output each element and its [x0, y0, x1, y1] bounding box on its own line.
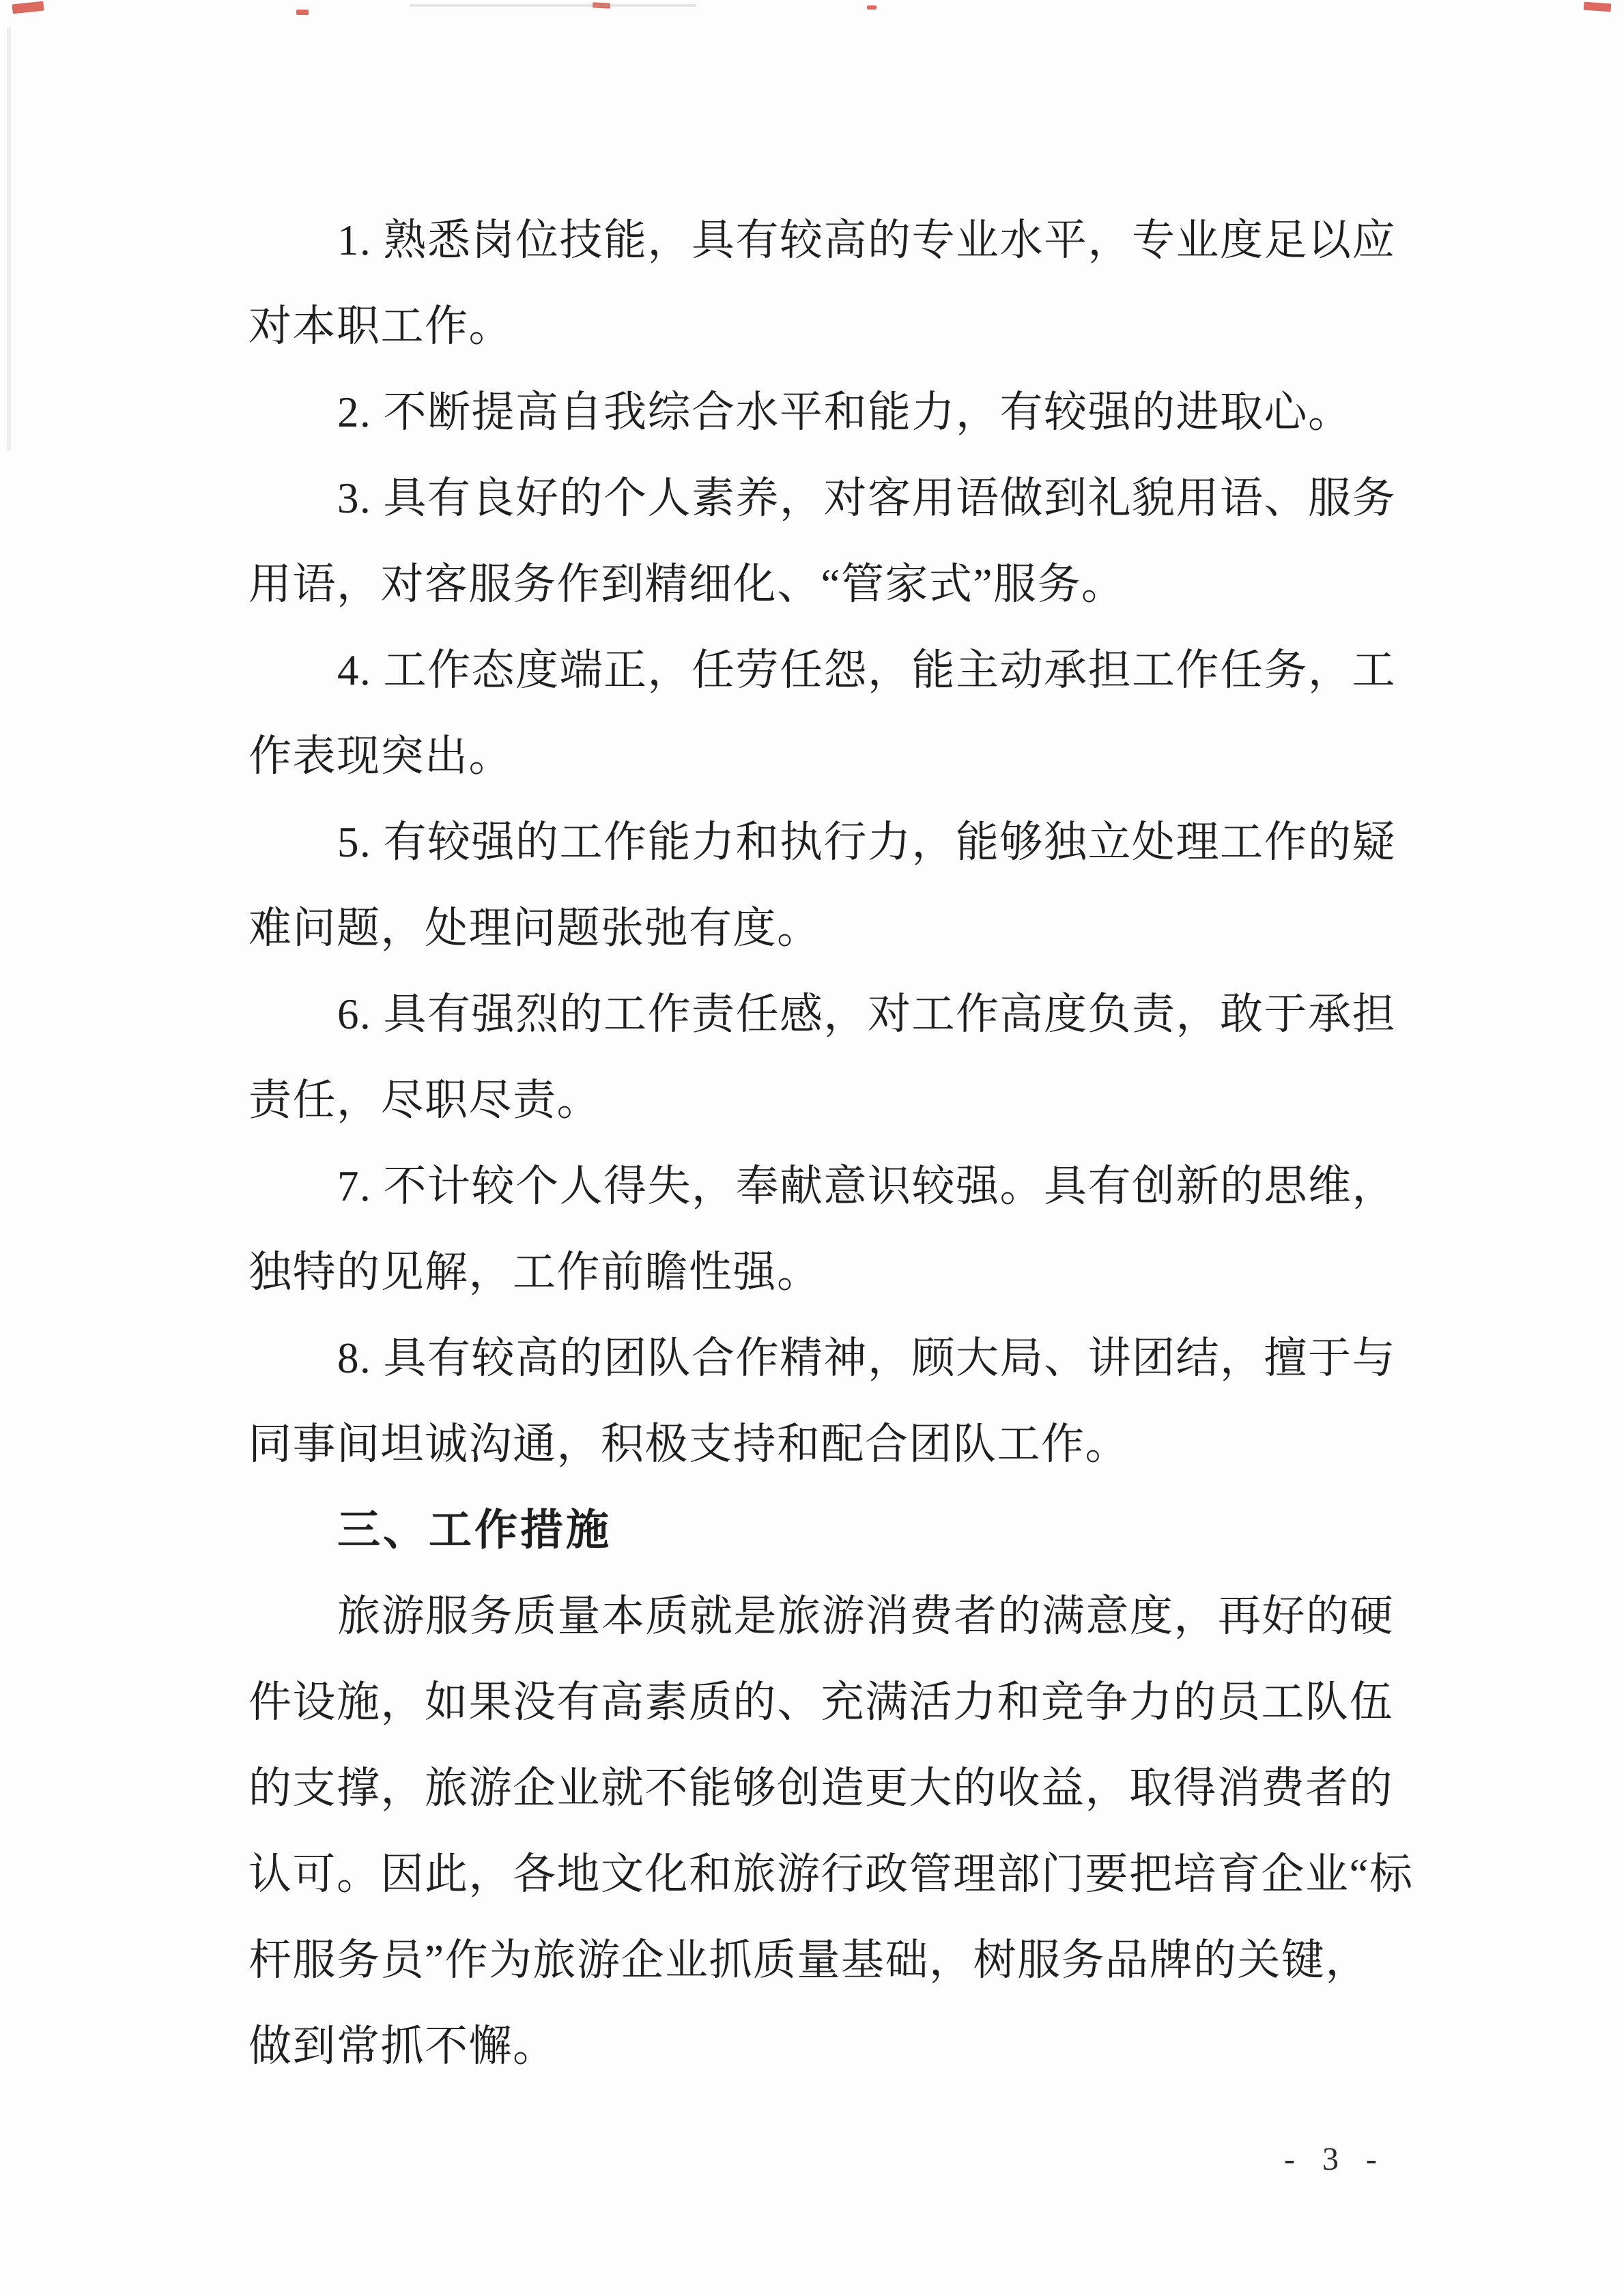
- text-line: 难问题，处理问题张弛有度。: [248, 904, 821, 952]
- text-line: 同事间坦诚沟通，积极支持和配合团队工作。: [248, 1420, 1129, 1468]
- text-line: 6. 具有强烈的工作责任感，对工作高度负责，敢于承担: [337, 990, 1396, 1038]
- text-line: 作表现突出。: [248, 732, 513, 780]
- text-line: 责任，尽职尽责。: [248, 1076, 601, 1124]
- scan-artifact: [7, 27, 11, 450]
- text-line: 8. 具有较高的团队合作精神，顾大局、讲团结，擅于与: [337, 1334, 1396, 1382]
- page-number: - 3 -: [1284, 2141, 1386, 2177]
- scan-artifact: [867, 5, 877, 10]
- text-line: 做到常抓不懈。: [248, 2022, 557, 2070]
- text-line: 件设施，如果没有高素质的、充满活力和竞争力的员工队伍: [248, 1678, 1393, 1726]
- text-line: 对本职工作。: [248, 302, 513, 350]
- scan-artifact: [410, 4, 696, 7]
- text-line: 7. 不计较个人得失，奉献意识较强。具有创新的思维，: [337, 1162, 1396, 1210]
- text-line: 3. 具有良好的个人素养，对客用语做到礼貌用语、服务: [337, 474, 1396, 522]
- text-line: 杆服务员”作为旅游企业抓质量基础，树服务品牌的关键，: [248, 1936, 1369, 1984]
- text-line: 认可。因此，各地文化和旅游行政管理部门要把培育企业“标: [248, 1850, 1414, 1898]
- text-line: 独特的见解，工作前瞻性强。: [248, 1248, 821, 1296]
- text-line: 的支撑，旅游企业就不能够创造更大的收益，取得消费者的: [248, 1764, 1393, 1812]
- text-line: 用语，对客服务作到精细化、“管家式”服务。: [248, 560, 1126, 608]
- scan-artifact: [1584, 2, 1612, 12]
- scan-artifact: [12, 1, 44, 14]
- text-line: 4. 工作态度端正，任劳任怨，能主动承担工作任务，工: [337, 646, 1396, 694]
- text-line: 旅游服务质量本质就是旅游消费者的满意度，再好的硬: [337, 1592, 1394, 1640]
- document-lines: [248, 197, 1414, 2089]
- scan-artifact: [296, 10, 309, 15]
- text-line: 1. 熟悉岗位技能，具有较高的专业水平，专业度足以应: [337, 216, 1396, 264]
- text-line: 5. 有较强的工作能力和执行力，能够独立处理工作的疑: [337, 818, 1396, 866]
- section-heading: 三、工作措施: [337, 1506, 612, 1554]
- text-line: 2. 不断提高自我综合水平和能力，有较强的进取心。: [337, 388, 1352, 436]
